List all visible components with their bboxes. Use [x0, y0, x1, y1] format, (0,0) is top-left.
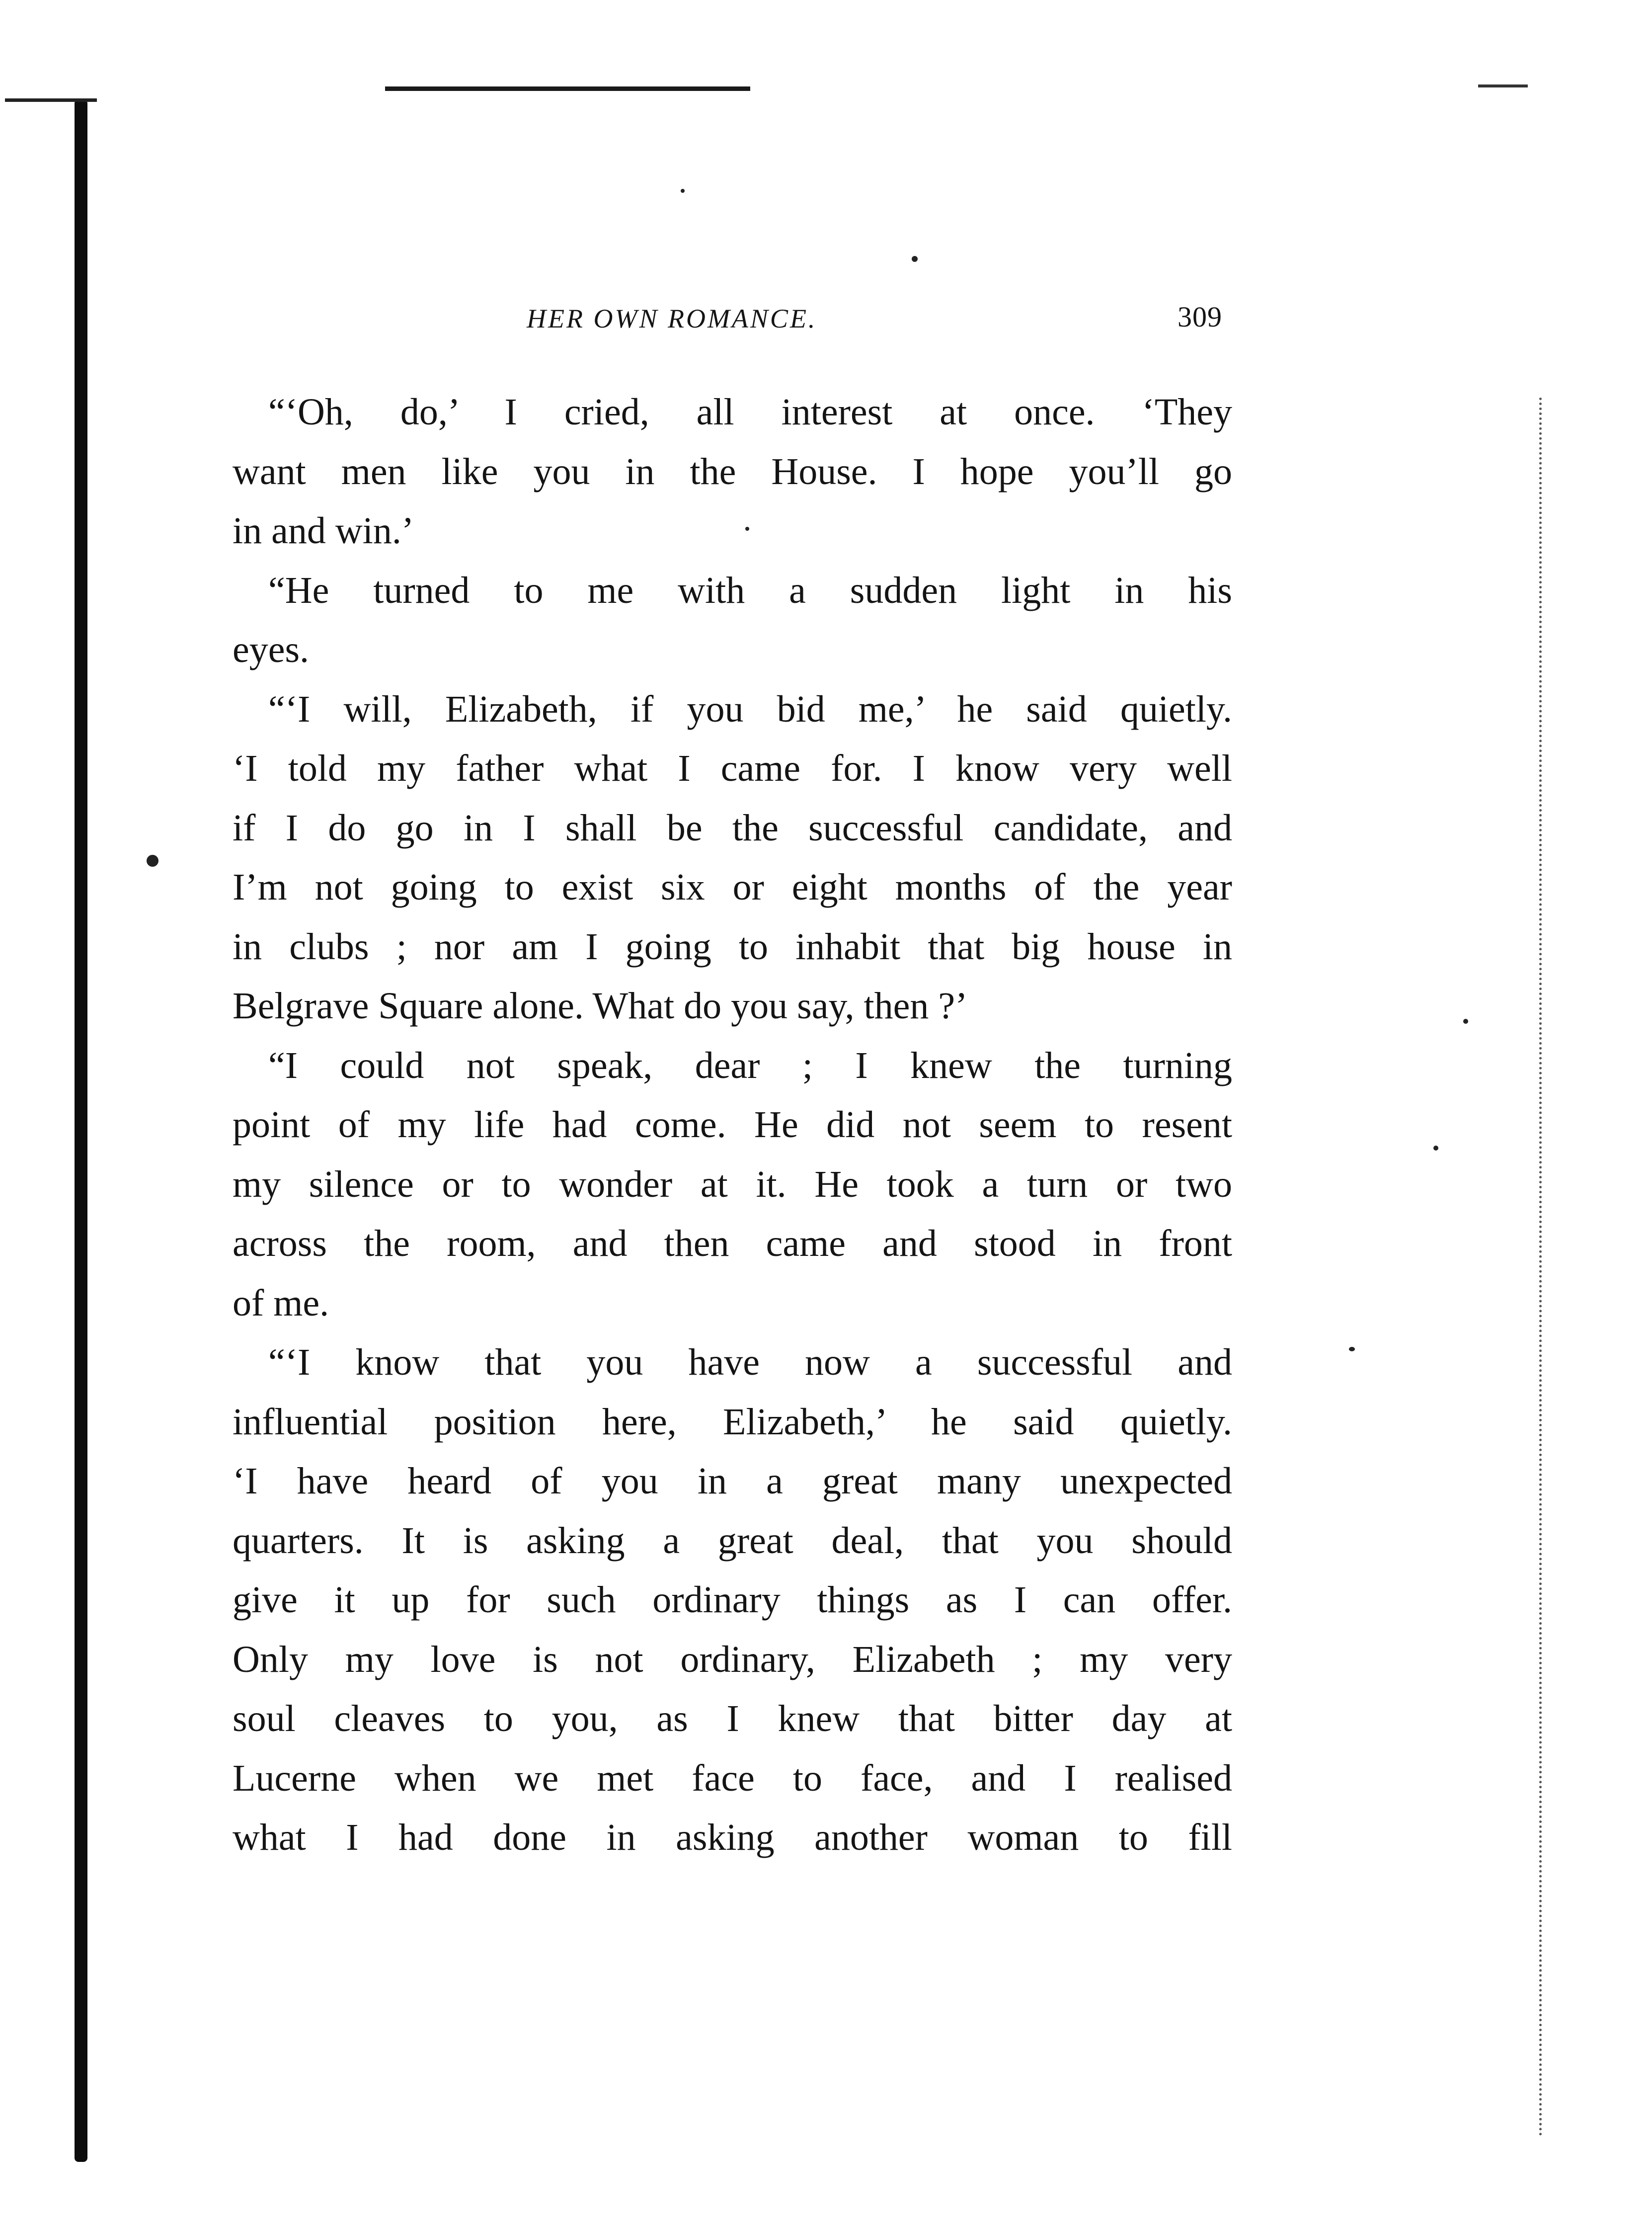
text-line: “‘I know that you have now a successful and: [268, 1341, 1232, 1383]
page-number: 309: [1178, 301, 1222, 333]
scan-speck: [681, 189, 685, 193]
text-line: give it up for such ordinary things as I can offer.: [233, 1579, 1232, 1621]
text-line: ‘I have heard of you in a great many unexpected: [233, 1460, 1232, 1502]
scan-edge-line: [1478, 84, 1528, 87]
body-text: [233, 383, 1232, 1868]
text-line: “‘I will, Elizabeth, if you bid me,’ he said quietly.: [268, 688, 1232, 730]
text-line: in clubs ; nor am I going to inhabit that big house in: [233, 925, 1232, 968]
text-line: if I do go in I shall be the successful candidate, and: [233, 807, 1232, 849]
text-line: my silence or to wonder at it. He took a turn or two: [233, 1163, 1232, 1205]
running-title: HER OWN ROMANCE.: [527, 304, 817, 333]
text-line: of me.: [233, 1282, 329, 1324]
scan-top-rule: [385, 86, 750, 91]
text-line: ‘I told my father what I came for. I know very well: [233, 747, 1232, 789]
text-line: Only my love is not ordinary, Elizabeth ; my very: [233, 1638, 1232, 1680]
text-line: quarters. It is asking a great deal, that you should: [233, 1519, 1232, 1562]
text-line: “He turned to me with a sudden light in his: [268, 569, 1232, 611]
text-line: “I could not speak, dear ; I knew the turning: [268, 1044, 1232, 1086]
scan-speck: [1433, 1146, 1438, 1151]
scan-speck: [1349, 1347, 1355, 1351]
binding-shadow: [75, 99, 87, 2162]
scan-speck: [147, 855, 158, 867]
text-line: Belgrave Square alone. What do you say, then ?’: [233, 985, 968, 1027]
scan-speck: [1463, 1019, 1468, 1024]
text-line: eyes.: [233, 629, 310, 670]
text-line: soul cleaves to you, as I knew that bitter day at: [233, 1698, 1232, 1739]
scan-speck: [912, 256, 918, 262]
text-line: want men like you in the House. I hope you’ll go: [233, 450, 1232, 493]
running-header: [527, 301, 1222, 348]
text-line: “‘Oh, do,’ I cried, all interest at once. ‘They: [268, 391, 1232, 433]
text-line: in and win.’: [233, 510, 414, 552]
text-line: Lucerne when we met face to face, and I realised: [233, 1757, 1232, 1799]
scan-edge-line: [5, 98, 97, 102]
text-line: point of my life had come. He did not seem to resent: [233, 1104, 1232, 1146]
text-line: influential position here, Elizabeth,’ he said quietly.: [233, 1401, 1232, 1443]
scan-right-edge: [1539, 398, 1542, 2137]
text-line: what I had done in asking another woman to fill: [233, 1817, 1232, 1858]
text-line: across the room, and then came and stood in front: [233, 1223, 1232, 1264]
text-line: I’m not going to exist six or eight months of the year: [233, 866, 1232, 908]
